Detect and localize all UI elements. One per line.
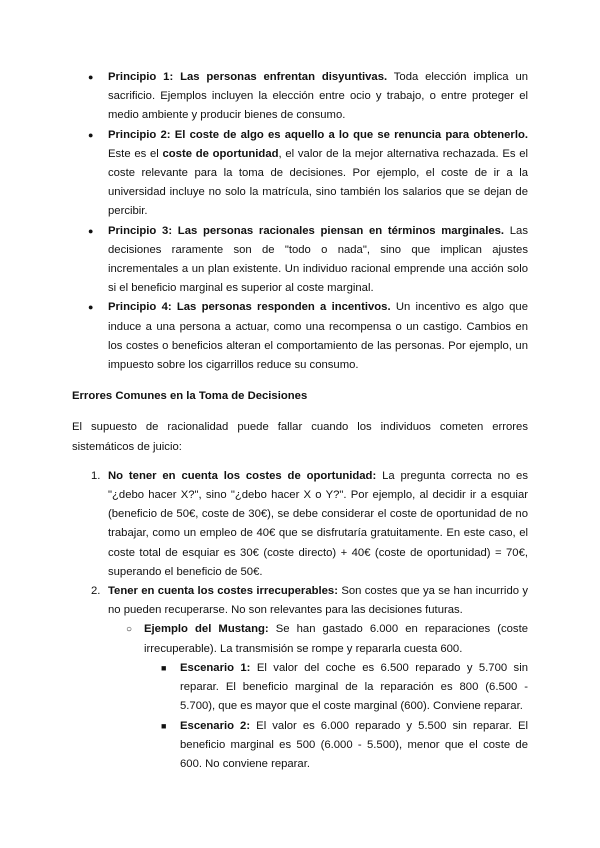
list-item <box>72 222 528 299</box>
bullet-icon: ● <box>88 225 94 236</box>
scenario-2 <box>180 717 528 775</box>
list-item <box>72 582 528 774</box>
principle-text: Toda elección implica un sacrificio. Ejemplos incluyen la elección entre ocio y trabajo, o entre proteger el medio ambiente y producir bienes de consumo. <box>108 71 529 122</box>
error-1 <box>108 467 528 582</box>
principle-4 <box>108 298 528 375</box>
principle-3 <box>108 222 528 299</box>
principle-text: Las decisiones raramente son de "todo o nada", sino que implican ajustes incrementales a un plan existente. Un individuo racional emprende una acción solo si el beneficio marginal es superior al coste marginal. <box>108 224 528 295</box>
item-number: 2. <box>91 585 101 598</box>
error-text: Son costes que ya se han incurrido y no pueden recuperarse. No son relevantes para las decisiones futuras. <box>108 585 528 617</box>
principle-title: Principio 1: Las personas enfrentan disyuntivas. <box>108 71 388 83</box>
principle-1 <box>108 68 528 126</box>
scenario-title: Escenario 2: <box>180 719 251 732</box>
example-paragraph <box>144 620 528 658</box>
scenario-item <box>144 717 528 775</box>
example-item <box>108 620 528 774</box>
example-text: Se han gastado 6.000 en reparaciones (coste irrecuperable). La transmisión se rompe y repararla cuesta 600. <box>144 623 528 655</box>
scenario-text: El valor del coche es 6.500 reparado y 5.700 sin reparar. El beneficio marginal de la reparación es 800 (6.500 - 5.700), que es mayor que el coste marginal (600). Conviene reparar. <box>180 661 528 713</box>
scenario-text: El valor es 6.000 reparado y 5.500 sin reparar. El beneficio marginal es 500 (6.000 - 5.500), menor que el coste de 600. No conviene reparar. <box>180 719 528 770</box>
error-text: La pregunta correcta no es "¿debo hacer X?", sino "¿debo hacer X o Y?". Por ejemplo, al decidir ir a esquiar (beneficio de 50€, coste de 30€), se debe considerar el coste de oportunidad de no trabajar, como un empleo de 40€ que se disfrutaría gratuitamente. En este caso, el coste total de esquiar es 30€ (coste directo) + 40€ (coste de oportunidad) = 70€, superando el beneficio de 50€. <box>108 469 528 578</box>
principle-2 <box>108 126 528 222</box>
principles-list <box>72 68 528 375</box>
principle-text: , el valor de la mejor alternativa rechazada. Es el coste relevante para la toma de decisiones. Por ejemplo, el coste de ir a la universidad incluye no solo la matrícula, sino también los salarios que se dejan de percibir. <box>108 147 529 218</box>
section-heading: Errores Comunes en la Toma de Decisiones <box>72 390 308 403</box>
bullet-icon: ● <box>88 302 94 313</box>
square-bullet-icon: ■ <box>161 720 167 731</box>
bullet-icon: ● <box>88 129 94 140</box>
scenario-item <box>144 659 528 717</box>
list-item <box>72 68 528 126</box>
scenario-1 <box>180 659 528 717</box>
square-bullet-icon: ■ <box>161 662 167 673</box>
list-item <box>72 298 528 375</box>
principle-title: Principio 3: Las personas racionales piensan en términos marginales. <box>108 224 505 237</box>
example-title: Ejemplo del Mustang: <box>144 623 269 636</box>
list-item <box>72 126 528 222</box>
principle-text: Este es el <box>108 147 163 160</box>
principle-title: Principio 4: Las personas responden a incentivos. <box>108 301 391 314</box>
errors-list <box>72 467 528 774</box>
error-title: No tener en cuenta los costes de oportunidad: <box>108 469 377 482</box>
intro-paragraph: El supuesto de racionalidad puede fallar cuando los individuos cometen errores sistemáticos de juicio: <box>72 421 528 453</box>
bullet-icon: ● <box>88 72 94 82</box>
item-number: 1. <box>91 469 101 482</box>
principle-text: Un incentivo es algo que induce a una persona a actuar, como una recompensa o un castigo. Cambios en los costes o beneficios alteran el comportamiento de las personas. Por ejemplo, un impuesto sobre los cigarrillos reduce su consumo. <box>108 301 528 372</box>
circle-bullet-icon: ○ <box>126 624 133 636</box>
error-title: Tener en cuenta los costes irrecuperables: <box>108 585 338 598</box>
error-2 <box>108 582 528 620</box>
principle-title: Principio 2: El coste de algo es aquello a lo que se renuncia para obtenerlo. <box>108 128 528 141</box>
scenario-title: Escenario 1: <box>180 661 251 674</box>
principle-term: coste de oportunidad <box>162 147 279 160</box>
list-item <box>72 467 528 582</box>
